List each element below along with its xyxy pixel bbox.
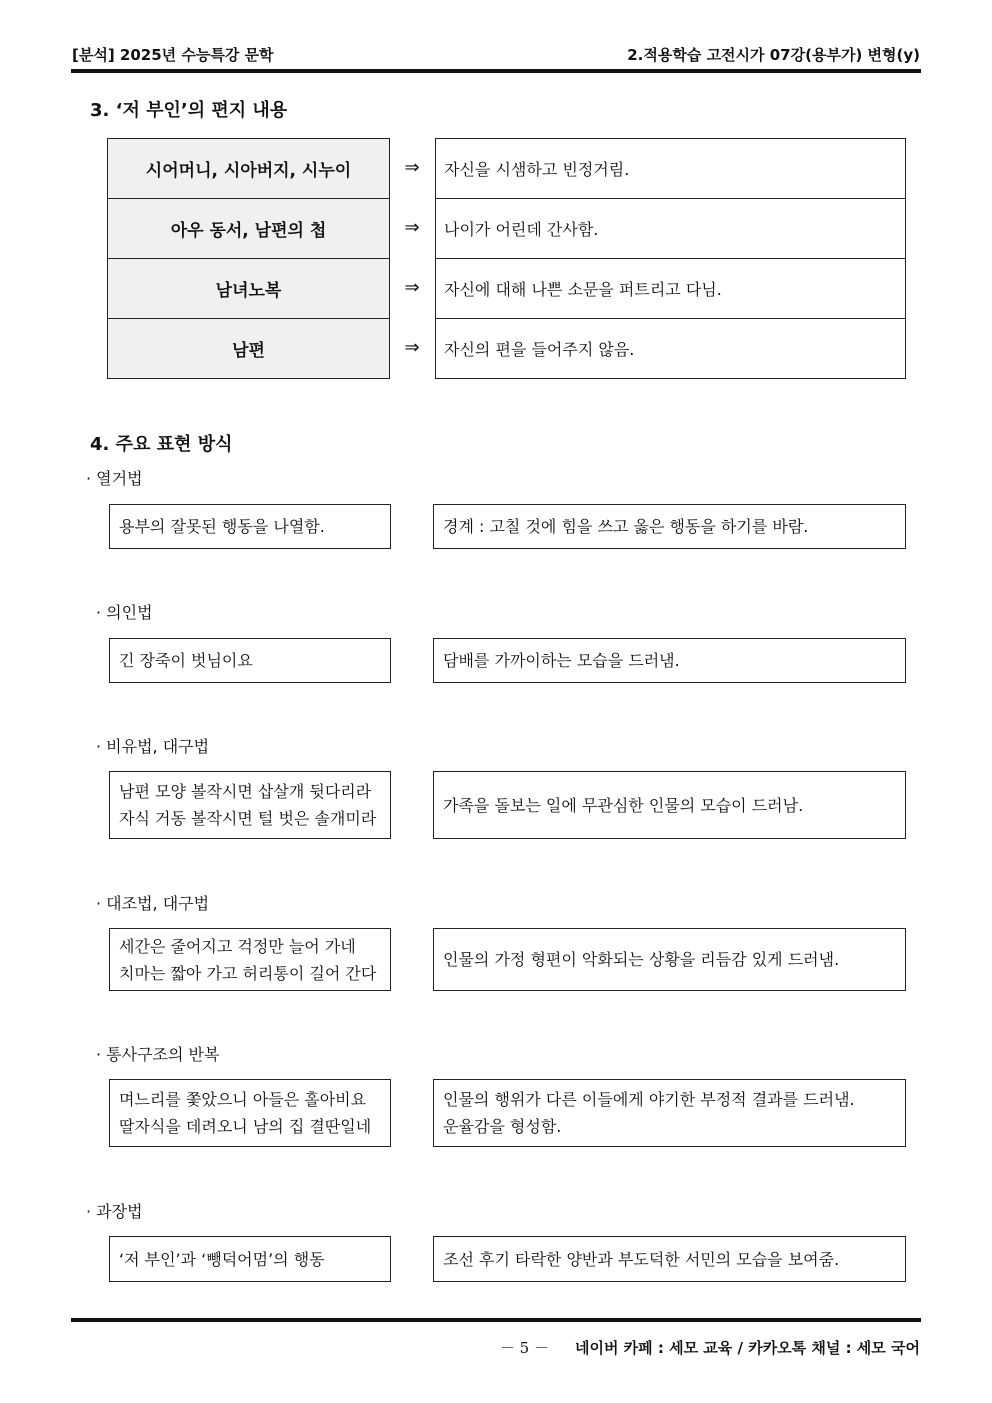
method-label: · 열거법 — [86, 469, 143, 488]
method-effect-box — [433, 504, 906, 549]
letter-row-content: 자신의 편을 들어주지 않음. — [435, 318, 906, 379]
footer-rule — [71, 1318, 921, 1322]
effect-line: 조선 후기 타락한 양반과 부도덕한 서민의 모습을 보여줌. — [443, 1249, 840, 1269]
example-line: 치마는 짧아 가고 허리통이 길어 간다 — [119, 963, 377, 983]
example-line: 긴 장죽이 벗님이요 — [119, 651, 253, 670]
method-effect-box — [433, 1079, 906, 1147]
method-effect-box — [433, 638, 906, 683]
section3-title: 3. ‘저 부인’의 편지 내용 — [90, 100, 288, 121]
header-rule — [71, 69, 921, 73]
effect-line: 가족을 돌보는 일에 무관심한 인물의 모습이 드러남. — [443, 795, 804, 815]
method-example-box — [109, 771, 391, 839]
method-example-box — [109, 504, 391, 549]
example-line: 자식 거동 볼작시면 털 벗은 솔개미라 — [119, 809, 377, 828]
example-line: 세간은 줄어지고 걱정만 늘어 가네 — [119, 936, 356, 956]
method-example-box — [109, 1236, 391, 1282]
footer — [500, 1337, 920, 1358]
right-arrow-icon: ⇒ — [404, 217, 420, 238]
method-effect-box — [433, 771, 906, 839]
method-effect-box — [433, 928, 906, 991]
right-arrow-icon: ⇒ — [404, 157, 420, 178]
header-left-title: [분석] 2025년 수능특강 문학 — [72, 46, 274, 64]
effect-line: 인물의 행위가 다른 이들에게 야기한 부정적 결과를 드러냄. — [443, 1090, 855, 1109]
letter-row-who: 시어머니, 시아버지, 시누이 — [107, 138, 390, 199]
letter-row-content: 자신에 대해 나쁜 소문을 퍼트리고 다님. — [435, 258, 906, 319]
example-line: 딸자식을 데려오니 남의 집 결딴일네 — [119, 1117, 372, 1136]
effect-line: 운율감을 형성함. — [443, 1117, 562, 1136]
effect-line: 인물의 가정 형편이 악화되는 상황을 리듬감 있게 드러냄. — [443, 950, 840, 969]
right-arrow-icon: ⇒ — [404, 277, 420, 298]
example-line: 용부의 잘못된 행동을 나열함. — [119, 517, 325, 536]
example-line: 남편 모양 볼작시면 삽살개 뒷다리라 — [119, 782, 372, 801]
letter-table — [107, 138, 907, 380]
method-label: · 의인법 — [96, 603, 153, 622]
effect-line: 경계 : 고칠 것에 힘을 쓰고 옳은 행동을 하기를 바람. — [443, 517, 809, 536]
page-number: － 5 － — [499, 1339, 549, 1357]
letter-row-who: 아우 동서, 남편의 첩 — [107, 198, 390, 259]
method-label: · 비유법, 대구법 — [96, 737, 210, 756]
method-label: · 대조법, 대구법 — [96, 894, 210, 913]
example-line: 며느리를 쫓았으니 아들은 홀아비요 — [119, 1090, 367, 1109]
method-label: · 통사구조의 반복 — [96, 1045, 220, 1064]
method-example-box — [109, 1079, 391, 1147]
footer-text: 네이버 카페 : 세모 교육 / 카카오톡 채널 : 세모 국어 — [574, 1339, 920, 1357]
effect-line: 담배를 가까이하는 모습을 드러냄. — [443, 651, 680, 670]
header-right-title: 2.적용학습 고전시가 07강(용부가) 변형(y) — [627, 46, 920, 64]
method-effect-box — [433, 1236, 906, 1282]
letter-row-who: 남녀노복 — [107, 258, 390, 319]
letter-row-content: 자신을 시샘하고 빈정거림. — [435, 138, 906, 199]
section4-title: 4. 주요 표현 방식 — [90, 434, 233, 455]
method-label: · 과장법 — [86, 1202, 143, 1221]
method-example-box — [109, 638, 391, 683]
letter-row-who: 남편 — [107, 318, 390, 379]
letter-row-content: 나이가 어린데 간사함. — [435, 198, 906, 259]
right-arrow-icon: ⇒ — [404, 337, 420, 358]
example-line: ‘저 부인’과 ‘뺑덕어멈’의 행동 — [119, 1249, 325, 1269]
method-example-box — [109, 928, 391, 991]
